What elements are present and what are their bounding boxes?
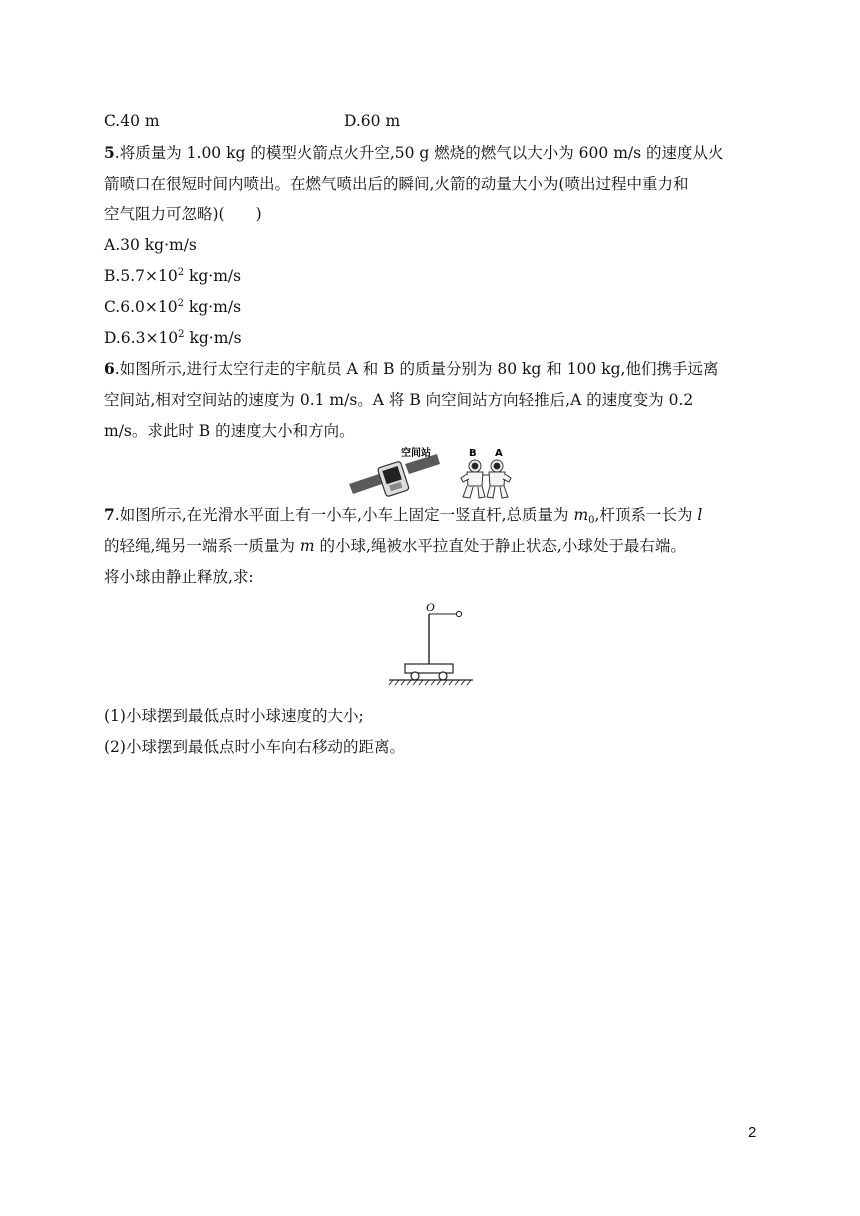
space-station-figure bbox=[345, 444, 520, 500]
q5-option-b-exp: 2 bbox=[177, 267, 185, 278]
q7-symbol-m: m bbox=[299, 537, 315, 555]
prev-options-line bbox=[104, 110, 401, 132]
q5-line-2: 箭喷口在很短时间内喷出。在燃气喷出后的瞬间,火箭的动量大小为(喷出过程中重力和 bbox=[104, 175, 689, 193]
q5-option-c-unit: kg·m/s bbox=[183, 298, 242, 316]
q5-option-c bbox=[104, 296, 241, 318]
q7-symbol-l: l bbox=[697, 506, 703, 524]
q5-option-b-base: B.5.7×10 bbox=[104, 267, 178, 285]
q6-number: 6 bbox=[104, 359, 115, 378]
q7-line-3: 将小球由静止释放,求: bbox=[104, 568, 254, 586]
space-station-icon bbox=[349, 454, 440, 497]
q7-subquestion-1: (1)小球摆到最低点时小球速度的大小; bbox=[104, 707, 364, 725]
q7-text-1a: .如图所示,在光滑水平面上有一小车,小车上固定一竖直杆,总质量为 bbox=[114, 506, 574, 524]
station-label: 空间站 bbox=[401, 448, 431, 459]
q5-option-c-base: C.6.0×10 bbox=[104, 298, 178, 316]
q7-text-1b: ,杆顶系一长为 bbox=[594, 506, 698, 524]
option-c: C.40 m bbox=[104, 112, 160, 130]
astronaut-b-icon bbox=[461, 460, 485, 498]
q7-line-1 bbox=[104, 504, 702, 526]
q7-symbol-m0-sub: 0 bbox=[588, 515, 595, 526]
q6-line-2: 空间站,相对空间站的速度为 0.1 m/s。A 将 B 向空间站方向轻推后,A 的速度变为 0.2 bbox=[104, 391, 694, 409]
option-d: D.60 m bbox=[344, 112, 401, 130]
pivot-label: O bbox=[426, 600, 435, 614]
astronaut-a-icon bbox=[483, 460, 511, 498]
cart-wheel-left bbox=[411, 672, 419, 680]
q7-number: 7 bbox=[104, 505, 115, 524]
cart-body bbox=[405, 664, 453, 673]
q6-line-1 bbox=[104, 358, 718, 380]
q7-line-2 bbox=[104, 535, 686, 557]
q5-line-3: 空气阻力可忽略)( ) bbox=[104, 205, 262, 223]
ground-surface bbox=[389, 680, 473, 685]
q5-option-b bbox=[104, 265, 241, 287]
q5-option-b-unit: kg·m/s bbox=[184, 267, 242, 285]
q5-option-d-unit: kg·m/s bbox=[184, 329, 242, 347]
page-number: 2 bbox=[748, 1124, 757, 1141]
q5-option-d bbox=[104, 327, 242, 349]
cart-wheel-right bbox=[439, 672, 447, 680]
q5-option-d-base: D.6.3×10 bbox=[104, 329, 179, 347]
q6-text-1: .如图所示,进行太空行走的宇航员 A 和 B 的质量分别为 80 kg 和 100 kg,他们携手远离 bbox=[114, 360, 719, 378]
astronaut-a-label: A bbox=[495, 448, 503, 459]
q5-line-1 bbox=[104, 142, 724, 164]
q6-line-3: m/s。求此时 B 的速度大小和方向。 bbox=[104, 422, 355, 440]
q5-option-a: A.30 kg·m/s bbox=[104, 236, 197, 254]
ball bbox=[456, 611, 461, 616]
cart-pendulum-figure bbox=[385, 598, 477, 688]
astronaut-b-label: B bbox=[469, 448, 477, 459]
q7-symbol-m0: m bbox=[573, 506, 589, 524]
q7-text-2b: 的小球,绳被水平拉直处于静止状态,小球处于最右端。 bbox=[314, 537, 686, 555]
q5-text-1: .将质量为 1.00 kg 的模型火箭点火升空,50 g 燃烧的燃气以大小为 600 m/s 的速度从火 bbox=[114, 144, 724, 162]
q5-option-d-exp: 2 bbox=[178, 329, 185, 340]
q5-option-c-exp: 2 bbox=[177, 298, 184, 309]
q7-text-2a: 的轻绳,绳另一端系一质量为 bbox=[104, 537, 300, 555]
q5-number: 5 bbox=[104, 143, 115, 162]
q7-subquestion-2: (2)小球摆到最低点时小车向右移动的距离。 bbox=[104, 738, 405, 756]
